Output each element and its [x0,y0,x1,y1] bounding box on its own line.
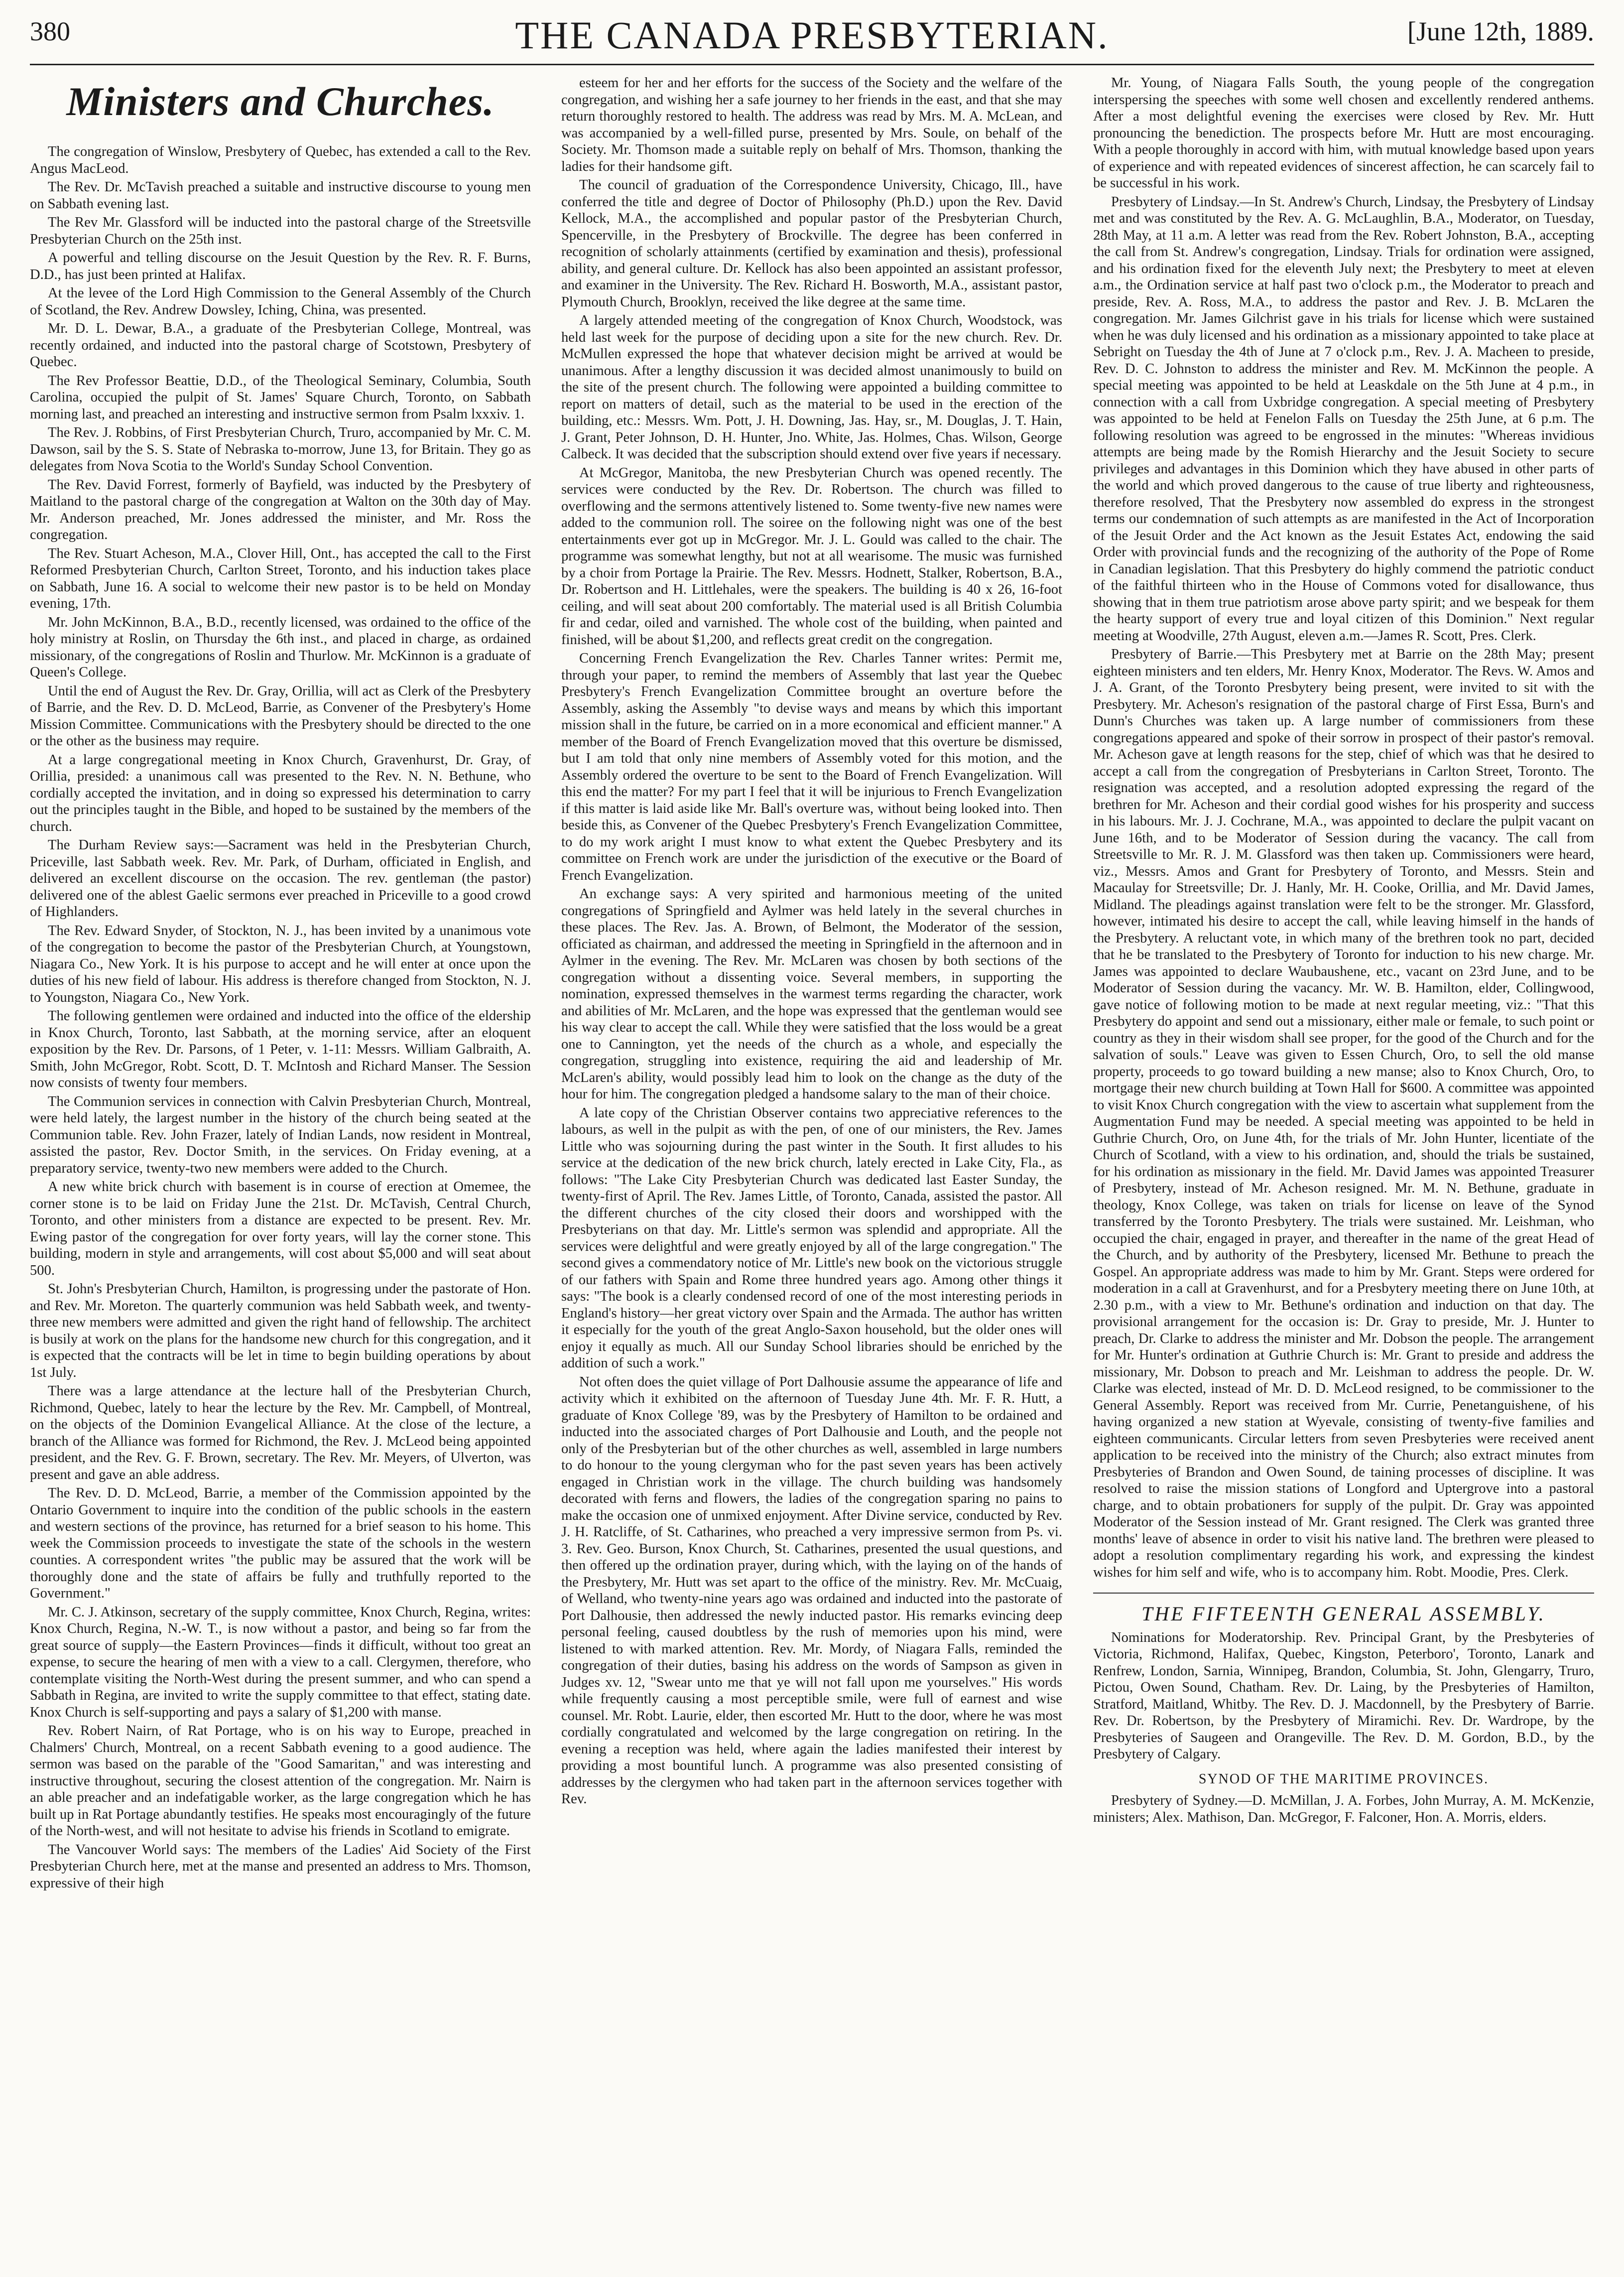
page-number: 380 [30,16,70,46]
page-header [30,11,1594,66]
article-paragraph: The congregation of Winslow, Presbytery of Quebec, has extended a call to the Rev. Angus MacLeod. [30,144,531,176]
article-paragraph: The Vancouver World says: The members of the Ladies' Aid Society of the First Presbyterian Church here, met at the manse and presented an address to Mrs. Thomson, expressive of their high [30,1842,531,1891]
article-paragraph: A new white brick church with basement is in course of erection at Omemee, the corner stone is to be laid on Friday June the 21st. Dr. McTavish, Central Church, Toronto, and other ministers from a distance are expected to be present. Rev. Mr. Ewing pastor of the congregation for over forty years, will lay the corner stone. This building, modern in style and arrangements, will cost about $5,000 and will seat about 500. [30,1179,531,1278]
article-paragraph: At McGregor, Manitoba, the new Presbyterian Church was opened recently. The services were conducted by the Rev. Dr. Robertson. The church was filled to overflowing and the sermons attentively listened to. Some twenty-five new names were added to the communion roll. The soiree on the following night was one of the best entertainments ever got up in McGregor. Mr. J. L. Gould was called to the chair. The programme was somewhat lengthy, but not at all wearisome. The music was furnished by a choir from Portage la Prairie. The Rev. Messrs. Hodnett, Stalker, Robertson, B.A., Dr. Robertson and H. Littlehales, were the speakers. The building is 40 x 26, 16-foot ceiling, and will seat about 200 comfortably. The material used is all British Columbia fir and cedar, oiled and varnished. The whole cost of the building, when painted and finished, will be about $1,200, and reflects great credit on the congregation. [561,465,1062,648]
article-paragraph: Mr. C. J. Atkinson, secretary of the supply committee, Knox Church, Regina, writes: Knox Church, Regina, N.-W. T., is now without a pastor, and being so far from the great source of supply—the Eastern Provinces—finds it difficult, without too great an expense, to secure the hearing of men with a view to a call. Clergymen, therefore, who contemplate visiting the North-West during the present summer, and who can spend a Sabbath in Regina, are invited to write the supply committee to that effect, stating date. Knox Church is self-supporting and pays a salary of $1,200 with manse. [30,1604,531,1720]
article-paragraph: The Rev. David Forrest, formerly of Bayfield, was inducted by the Presbytery of Maitland to the pastoral charge of the congregation at Walton on the 30th day of May. Mr. Anderson preached, Mr. Jones addressed the minister, and Mr. Ross the congregation. [30,477,531,542]
article-paragraph: Presbytery of Barrie.—This Presbytery met at Barrie on the 28th May; present eighteen ministers and ten elders, Mr. Henry Knox, Moderator. The Revs. W. Amos and J. A. Grant, of the Toronto Presbytery being present, were invited to sit with the Presbytery. Mr. Acheson's resignation of the pastoral charge of First Essa, Burn's and Dunn's Churches was taken up. A large number of commissioners from these congregations appeared and spoke of their sorrow in prospect of their pastor's removal. Mr. Acheson gave at length reasons for the step, chief of which was that he desired to accept a call from the congregation of Presbyterians in Carlton Street, Toronto. The resignation was accepted, and a resolution adopted expressing the regard of the brethren for Mr. Acheson and their cordial good wishes for his prosperity and success in his labours. Mr. J. J. Cochrane, M.A., was appointed to declare the pulpit vacant on June 16th, and to be Moderator of Session during the vacancy. The call from Streetsville to Mr. R. J. M. Glassford was then taken up. Commissioners were heard, viz., Messrs. Amos and Grant for Presbytery of Toronto, and Messrs. Stein and Macaulay for Streetsville; Dr. J. Hanly, Mr. H. Cooke, Orillia, and Mr. David James, Midland. The pleadings against translation were felt to be the stronger. Mr. Glassford, however, intimated his desire to accept the call, while leaving himself in the hands of the Presbytery. A reluctant vote, in which many of the brethren took no part, decided that he be translated to the Presbytery of Toronto for induction to his new charge. Mr. James was appointed to declare Waubaushene, etc., vacant on 23rd June, and to be Moderator of Session during the vacancy. Mr. W. B. Hamilton, elder, Collingwood, gave notice of following motion to be made at next regular meeting, viz.: "That this Presbytery do appoint and send out a missionary, either male or female, to such point or country as they in their wisdom shall see proper, for the good of the Church and for the salvation of souls." Leave was given to Essen Church, Oro, to sell the old manse property, proceeds to go toward building a new manse; also to Knox Church, Oro, to mortgage their new church building at Town Hall for $600. A committee was appointed to visit Knox Church congregation with the view to ascertain what supplement from the Augmentation Fund may be needed. A special meeting was appointed to be held in Guthrie Church, Oro, on June 4th, for the trials of Mr. John Hunter, licentiate of the Church of Scotland, with a view to his ordination, and, should the trials be sustained, for his ordination as missionary in the field. Mr. David James was appointed Treasurer of Presbytery, instead of Mr. Acheson resigned. Mr. M. N. Bethune, graduate in theology, Knox College, was taken on trials for license on leave of the Synod transferred by the Toronto Presbytery. The trials were sustained. Mr. Leishman, who occupied the chair, engaged in prayer, and thereafter in the name of the great Head of the Church, and by authority of the Presbytery, licensed Mr. Bethune to preach the Gospel. An appropriate address was made to him by Mr. Grant. Steps were ordered for moderation in a call at Gravenhurst, and for a Presbytery meeting there on June 10th, at 2.30 p.m., with a view to Mr. Bethune's ordination and induction on that day. The provisional arrangement for the occasion is: Dr. Gray to preside, Mr. J. Hunter to preach, Dr. Clarke to address the minister and Mr. Dobson the people. The arrangement for Mr. Hunter's ordination at Guthrie Church is: Mr. Grant to preside and address the missionary, Mr. Dobson to preach and Mr. Leishman to address the people. Dr. W. Clarke was elected, instead of Mr. D. D. McLeod resigned, to be commissioner to the General Assembly. Report was received from Mr. Currie, Penetanguishene, of his having organized a new station at Wyevale, consisting of twenty-five families and eighteen communicants. Circular letters from seven Presbyteries were received anent application to be received into the ministry of the Church; also extract minutes from Presbyteries of Brandon and Owen Sound, de taining processes of discipline. It was resolved to raise the mission stations of Longford and Uptergrove into a pastoral charge, and to obtain probationers for supply of the pulpit. Dr. Gray was appointed Moderator of the Session instead of Mr. Grant resigned. The Clerk was granted three months' leave of absence in order to visit his native land. The brethren were pleased to adopt a resolution complimentary regarding his work, and expressing the kindest wishes for him self and wife, who is to accompany him. Robt. Moodie, Pres. Clerk. [1093,647,1594,1580]
publication-title: THE CANADA PRESBYTERIAN. [515,13,1109,57]
article-paragraph: The Communion services in connection with Calvin Presbyterian Church, Montreal, were held lately, the largest number in the history of the church being seated at the Communion table. Rev. John Frazer, lately of Indian Lands, now resident in Montreal, assisted the pastor, Rev. Doctor Smith, in the services. On Friday evening, at a preparatory service, twenty-two new members were added to the Church. [30,1093,531,1176]
article-paragraph: The Rev Professor Beattie, D.D., of the Theological Seminary, Columbia, South Carolina, occupied the pulpit of St. James' Square Church, Toronto, on Sabbath morning last, and preached an interesting and instructive sermon from Psalm lxxxiv. 1. [30,373,531,422]
column-2-paragraphs [561,75,1062,1808]
moderatorship-nominations: Nominations for Moderatorship. Rev. Principal Grant, by the Presbyteries of Victoria, Richmond, Halifax, Quebec, Kingston, Peterboro', Toronto, Lanark and Renfrew, London, Sarnia, Winnipeg, Brandon, Columbia, St. John, Glengarry, Truro, Pictou, Owen Sound, Chatham. Rev. Dr. Laing, by the Presbyteries of Hamilton, Stratford, Maitland, Whitby. The Rev. D. J. Macdonnell, by the Presbytery of Barrie. Rev. Dr. Robertson, by the Presbytery of Miramichi. Rev. Dr. Wardrope, by the Presbyteries of Saugeen and Orangeville. The Rev. D. M. Gordon, B.D., by the Presbytery of Calgary. [1093,1629,1594,1762]
article-paragraph: Mr. D. L. Dewar, B.A., a graduate of the Presbyterian College, Montreal, was recently ordained, and inducted into the pastoral charge of Scotstown, Presbytery of Quebec. [30,321,531,370]
article-paragraph: The Rev. Dr. McTavish preached a suitable and instructive discourse to young men on Sabbath evening last. [30,179,531,212]
article-paragraph: A largely attended meeting of the congregation of Knox Church, Woodstock, was held last week for the purpose of deciding upon a site for the new church. Rev. Dr. McMullen expressed the hope that whatever decision might be arrived at would be unanimous. After a lengthy discussion it was decided almost unanimously to build on the site of the present church. The following were appointed a building committee to report on matters of detail, such as the material to be used in the erection of the building, etc.: Messrs. Wm. Pott, J. H. Downing, Jas. Hay, sr., M. Douglas, J. T. Hain, J. Grant, Peter Johnson, D. H. Hunter, Jno. White, Jas. Holmes, Chas. Wilson, George Calbeck. It was decided that the subscription should extend over five years if necessary. [561,313,1062,462]
article-paragraph: The Rev Mr. Glassford will be inducted into the pastoral charge of the Streetsville Presbyterian Church on the 25th inst. [30,215,531,247]
article-paragraph: The Rev. Stuart Acheson, M.A., Clover Hill, Ont., has accepted the call to the First Reformed Presbyterian Church, Carlton Street, Toronto, and his induction takes place on Sabbath, June 16. A social to welcome their new pastor is to be held on Monday evening, 17th. [30,545,531,611]
article-paragraph: The Rev. J. Robbins, of First Presbyterian Church, Truro, accompanied by Mr. C. M. Dawson, sail by the S. S. State of Nebraska to-morrow, June 13, for Britain. They go as delegates from Nova Scotia to the World's Sunday School Convention. [30,425,531,474]
article-paragraph: Until the end of August the Rev. Dr. Gray, Orillia, will act as Clerk of the Presbytery of Barrie, and the Rev. D. D. McLeod, Barrie, as Convener of the Presbytery's Home Mission Committee. Communications with the Presbytery should be directed to the one or the other as the business may require. [30,683,531,749]
header-rule [30,64,1594,65]
article-paragraph: Not often does the quiet village of Port Dalhousie assume the appearance of life and activity which it exhibited on the afternoon of Tuesday June 4th. Mr. F. R. Hutt, a graduate of Knox College '89, was by the Presbytery of Hamilton to be ordained and inducted into the associated charges of Port Dalhousie and Louth, and the people not only of the Presbyterian but of the other churches as well, assembled in large numbers to do honour to the young clergyman who for the past seven years has been actively engaged in Christian work in the village. The church building was handsomely decorated with ferns and flowers, the ladies of the congregation sparing no pains to make the occasion one of unmixed enjoyment. After Divine service, conducted by Rev. J. H. Ratcliffe, of St. Catharines, who preached a very impressive sermon from Ps. vi. 3. Rev. Geo. Burson, Knox Church, St. Catharines, presented the usual questions, and then offered up the ordination prayer, during which, with the laying on of the hands of the Presbytery, Mr. Hutt was set apart to the office of the ministry. Rev. Mr. McCuaig, of Welland, who twenty-nine years ago was ordained and inducted into the pastorate of Port Dalhousie, then addressed the newly inducted pastor. His remarks evincing deep personal feeling, caused doubtless by the rush of memories upon his mind, were listened to with marked attention. Rev. Mr. Mordy, of Niagara Falls, reminded the congregation of their duties, basing his address on the words of Sampson as given in Judges xv. 12, "Swear unto me that ye will not fall upon me yourselves." His words while frequently causing a most perceptible smile, were full of earnest and wise counsel. Mr. Robt. Laurie, elder, then escorted Mr. Hutt to the door, where he was most cordially congratulated and welcomed by the large congregation on retiring. In the evening a reception was held, where again the ladies manifested their interest by providing a most bountiful lunch. A programme was also presented consisting of addresses by the clergymen who had taken part in the afternoon services together with Rev. [561,1374,1062,1807]
article-paragraph: Mr. Young, of Niagara Falls South, the young people of the congregation interspersing the speeches with some well chosen and excellently rendered anthems. After a most delightful evening the exercises were closed by Rev. Mr. Hutt pronouncing the benediction. The prospects before Mr. Hutt are most encouraging. With a people thoroughly in accord with him, with mutual knowledge based upon years of experience and with repeated evidences of sincerest affection, he can scarcely fail to be successful in his work. [1093,75,1594,191]
article-paragraph: A powerful and telling discourse on the Jesuit Question by the Rev. R. F. Burns, D.D., has just been printed at Halifax. [30,250,531,282]
issue-date: [June 12th, 1889. [1407,16,1594,46]
article-paragraph: The Durham Review says:—Sacrament was held in the Presbyterian Church, Priceville, last Sabbath week. Rev. Mr. Park, of Durham, officiated in English, and delivered an excellent discourse on the occasion. The rev. gentleman (the pastor) delivered one of the ablest Gaelic sermons ever preached in Priceville to a good crowd of Highlanders. [30,837,531,920]
column-2 [561,75,1062,2264]
article-paragraph: The council of graduation of the Correspondence University, Chicago, Ill., have conferred the title and degree of Doctor of Philosophy (Ph.D.) upon the Rev. David Kellock, M.A., the accomplished and popular pastor of the Presbyterian Church, Spencerville, in the Presbytery of Brockville. The degree has been conferred in recognition of scholarly attainments (certified by examination and thesis), professional ability, and general culture. Dr. Kellock has also been appointed an assistant professor, and examiner in the University. The Rev. Richard H. Bosworth, M.A., assistant pastor, Plymouth Church, Brooklyn, received the like degree at the same time. [561,177,1062,310]
article-paragraph: The Rev. Edward Snyder, of Stockton, N. J., has been invited by a unanimous vote of the congregation to become the pastor of the Presbyterian Church, at Youngstown, Niagara Co., New York. It is his purpose to accept and he will enter at once upon the duties of his new field of labour. His address is therefore changed from Stockton, N. J. to Youngston, Niagara Co., New York. [30,923,531,1005]
article-paragraph: Rev. Robert Nairn, of Rat Portage, who is on his way to Europe, preached in Chalmers' Church, Montreal, on a recent Sabbath evening to a good audience. The sermon was based on the parable of the "Good Samaritan," and was interesting and instructive throughout, securing the closest attention of the congregation. Mr. Nairn is an able preacher and an indefatigable worker, as the large congregation which he has built up in Rat Portage abundantly testifies. He speaks most encouragingly of the future of the North-west, and will not hesitate to advise his friends in Scotland to emigrate. [30,1723,531,1839]
column-1-paragraphs [30,143,531,1891]
article-paragraph: A late copy of the Christian Observer contains two appreciative references to the labours, as well in the pulpit as with the pen, of one of our ministers, the Rev. James Little who was sojourning during the past winter in the South. It first alludes to his service at the dedication of the new brick church, lately erected in Lake City, Fla., as follows: "The Lake City Presbyterian Church was dedicated last Easter Sunday, the twenty-first of April. The Rev. James Little, of Toronto, Canada, assisted the pastor. All the different churches of the city closed their doors and worshipped with the Presbyterians on that day. Mr. Little's sermon was splendid and appropriate. All the services were delightful and were greatly enjoyed by all of the large congregation." The second gives a commendatory notice of Mr. Little's new book on the victorious struggle of our fathers with Spain and Rome three hundred years ago. Among other things it says: "The book is a clearly condensed record of one of the most interesting periods in England's history—her great victory over Spain and the Armada. The author has written it especially for the youth of the great Anglo-Saxon household, but the older ones will enjoy it equally as much. All our Sunday School libraries should be enriched by the addition of such a work." [561,1105,1062,1371]
article-paragraph: esteem for her and her efforts for the success of the Society and the welfare of the congregation, and wishing her a safe journey to her friends in the east, and that she may return thoroughly restored to health. The address was read by Mrs. M. A. McLean, and was accompanied by a well-filled purse, presented by Mrs. Soule, on behalf of the Society. Mr. Thomson made a suitable reply on behalf of Mrs. Thomson, thanking the ladies for their handsome gift. [561,75,1062,174]
article-paragraph: Mr. John McKinnon, B.A., B.D., recently licensed, was ordained to the office of the holy ministry at Roslin, on Thursday the 6th inst., and placed in charge, as ordained missionary, of the congregations of Roslin and Thurlow. Mr. McKinnon is a graduate of Queen's College. [30,614,531,680]
presbytery-sydney: Presbytery of Sydney.—D. McMillan, J. A. Forbes, John Murray, A. M. McKenzie, ministers; Alex. Mathison, Dan. McGregor, F. Falconer, Hon. A. Morris, elders. [1093,1793,1594,1825]
article-paragraph: The following gentlemen were ordained and inducted into the office of the eldership in Knox Church, Toronto, last Sabbath, at the morning service, after an eloquent exposition by the Rev. Dr. Parsons, of 1 Peter, v. 1-11: Messrs. William Galbraith, A. Smith, John McGregor, Robt. Scott, D. T. McIntosh and Richard Manser. The Session now consists of twenty four members. [30,1008,531,1090]
article-paragraph: At a large congregational meeting in Knox Church, Gravenhurst, Dr. Gray, of Orillia, presided: a unanimous call was presented to the Rev. N. N. Bethune, who cordially accepted the invitation, and in doing so expressed his determination to carry out the principles taught in the Bible, and hoped to be sustained by the members of the church. [30,752,531,834]
column-3-paragraphs [1093,75,1594,1581]
synod-heading: SYNOD OF THE MARITIME PROVINCES. [1198,1771,1489,1787]
article-paragraph: St. John's Presbyterian Church, Hamilton, is progressing under the pastorate of Hon. and Rev. Mr. Moreton. The quarterly communion was held Sabbath week, and twenty-three new members were admitted and given the right hand of fellowship. The architect is busily at work on the plans for the handsome new church for this congregation, and it is expected that the contracts will be let in time to begin building operations by about 1st July. [30,1281,531,1380]
article-paragraph: The Rev. D. D. McLeod, Barrie, a member of the Commission appointed by the Ontario Government to inquire into the condition of the public schools in the eastern and western sections of the province, has returned for a brief season to his home. This week the Commission proceeds to investigate the state of the schools in the western counties. A correspondent writes "the public may be assured that the work will be thoroughly done and the state of affairs be fully and truthfully reported to the Government." [30,1485,531,1601]
article-paragraph: Concerning French Evangelization the Rev. Charles Tanner writes: Permit me, through your paper, to remind the members of Assembly that last year the Quebec Presbytery's French Evangelization Committee brought an overture before the Assembly, asking the Assembly "to devise ways and means by which this important mission shall in the future, be carried on in a more economical and efficient manner." A member of the Board of French Evangelization moved that this overture be dismissed, but I am told that only nine members of Assembly voted for this motion, and the Assembly ordered the overture to be sent to the Board of French Evangelization. Will this end the matter? For my part I feel that it will be injurious to French Evangelization if this matter is laid aside like Mr. Ball's overture was, without being looked into. Then beside this, as Convener of the Quebec Presbytery's French Evangelization Committee, to do my work aright I must know to what extent the Quebec Presbytery and its committee on French work are under the jurisdiction of the executive or the Board of French Evangelization. [561,651,1062,883]
column-3 [1093,75,1594,2264]
article-paragraph: Presbytery of Lindsay.—In St. Andrew's Church, Lindsay, the Presbytery of Lindsay met and was constituted by the Rev. A. G. McLaughlin, B.A., Moderator, on Tuesday, 28th May, at 11 a.m. A letter was read from the Rev. Robert Johnston, B.A., accepting the call from St. Andrew's congregation, Lindsay. Trials for ordination were assigned, and his ordination fixed for the eleventh July next; the Presbytery to meet at eleven a.m., the Ordination service at half past two o'clock p.m., the Moderator to preach and preside, Rev. A. Ross, M.A., to address the pastor and Rev. J. B. McLaren the congregation. Mr. James Gilchrist gave in his trials for license which were sustained when he was duly licensed and his ordination as a missionary appointed to take place at Sebright on Tuesday the 4th of June at 7 o'clock p.m., Rev. J. A. Macheen to preside, Rev. D. C. Johnston to address the minister and Rev. M. McKinnon the people. A special meeting was appointed to be held at Leaskdale on the 5th June at 4 p.m., in connection with a call from Uxbridge congregation. A special meeting of Presbytery was appointed to be held at Fenelon Falls on Tuesday the 25th June, at 6 p.m. The following resolution was agreed to be engrossed in the minutes: "Whereas invidious attempts are being made by the Romish Hierarchy and the Jesuit Society to secure privileges and advantages in this Dominion which they have abused in other parts of the world and which proved dangerous to the cause of true liberty and righteousness, therefore resolved, That the Presbytery now assembled do express in the strongest terms our condemnation of such attempts as are manifested in the Act of Incorporation of the Jesuit Order and the Act known as the Jesuit Estates Act, endowing the said Order with provincial funds and the recognizing of the authority of the Pope of Rome in Canadian legislation. That this Presbytery do highly commend the patriotic conduct of the faithful thirteen who in the House of Commons voted for disallowance, thus showing that in them true patriotism arose above party spirit; and we bespeak for them the hearty support of every true and loyal citizen of this Dominion." Next regular meeting at Woodville, 27th August, eleven a.m.—James R. Scott, Pres. Clerk. [1093,194,1594,644]
article-paragraph: At the levee of the Lord High Commission to the General Assembly of the Church of Scotland, the Rev. Andrew Dowsley, Iching, China, was presented. [30,285,531,318]
article-paragraph: An exchange says: A very spirited and harmonious meeting of the united congregations of Springfield and Aylmer was held lately in the several churches in these places. The Rev. Jas. A. Brown, of Belmont, the Moderator of the session, officiated as chairman, and addressed the meeting in Springfield in the afternoon and in Aylmer in the evening. The Rev. Mr. McLaren was chosen by both sections of the congregation without a dissenting voice. Several members, in supporting the nomination, expressed themselves in the warmest terms regarding the character, work and abilities of Mr. McLaren, and the hope was expressed that the gentleman would see his way clear to accept the call. While they were satisfied that the loss would be a great one to Cannington, yet the needs of the church as a whole, and especially the congregation, struggling into existence, requiring the aid and leadership of Mr. McLaren's ability, would possibly lead him to look on the change as the duty of the hour for him. The congregation pledged a handsome salary to the man of their choice. [561,886,1062,1102]
section-title: Ministers and Churches. [66,79,495,124]
general-assembly-heading: THE FIFTEENTH GENERAL ASSEMBLY. [1093,1593,1594,1622]
column-1 [30,75,531,2264]
article-paragraph: There was a large attendance at the lecture hall of the Presbyterian Church, Richmond, Quebec, lately to hear the lecture by the Rev. Mr. Campbell, of Montreal, on the objects of the Dominion Evangelical Alliance. At the close of the lecture, a branch of the Alliance was formed for Richmond, the Rev. J. McLeod being appointed president, and the Rev. G. F. Brown, secretary. The Rev. Mr. Meyers, of Ulverton, was present and gave an able address. [30,1383,531,1482]
